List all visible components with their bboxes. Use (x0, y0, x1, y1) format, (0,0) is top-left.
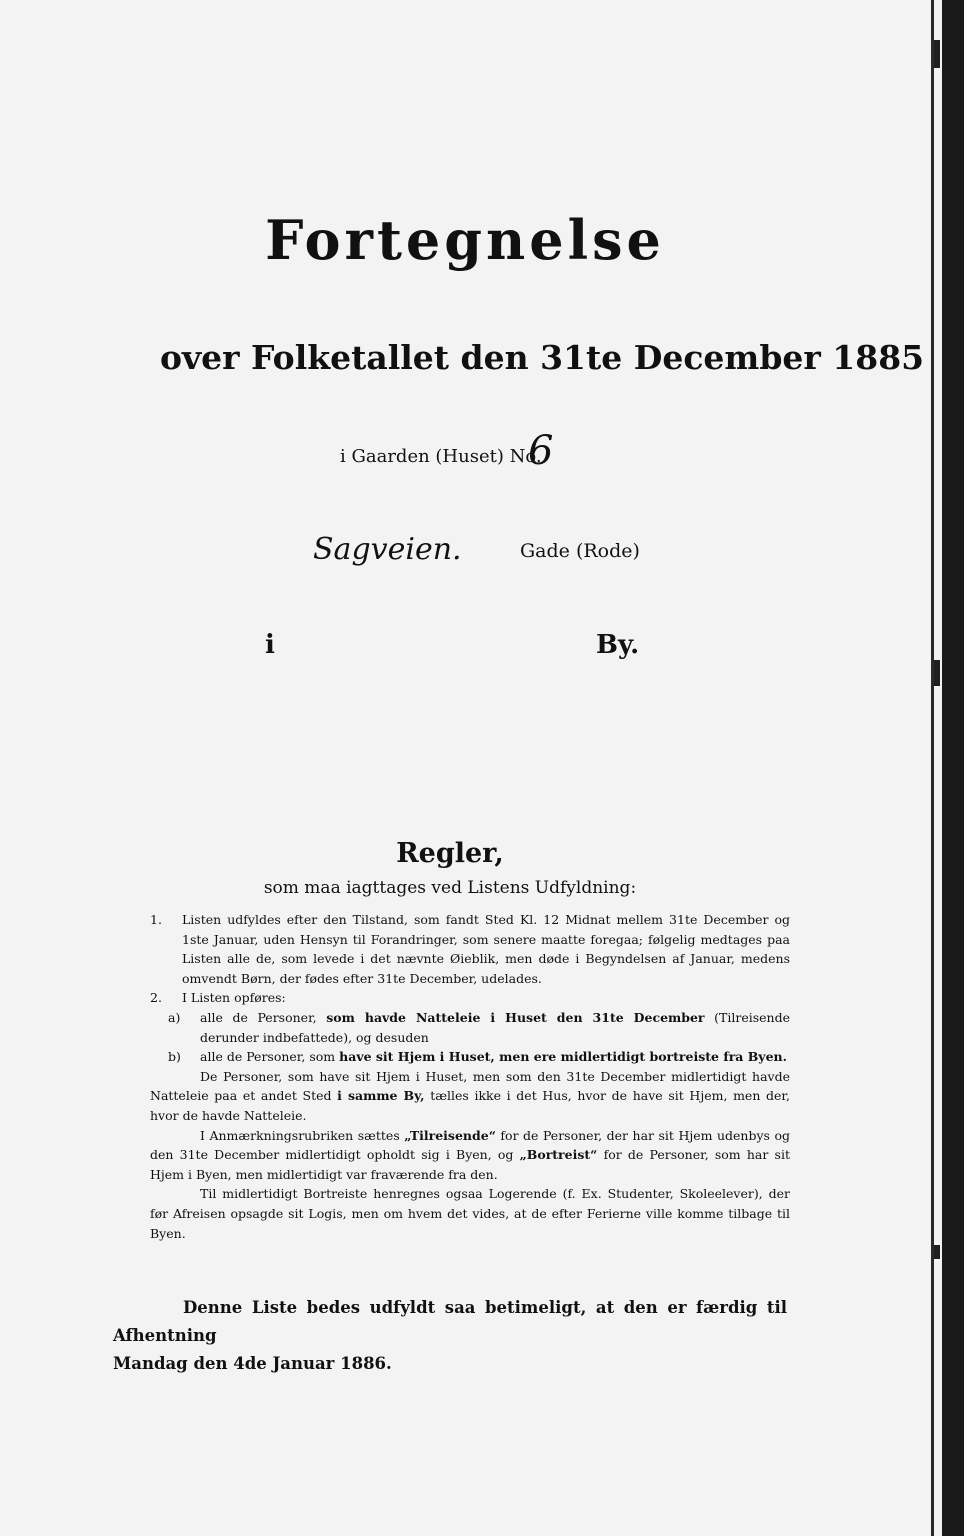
rule-paragraph-2 (150, 1126, 790, 1185)
rule-paragraph-1 (150, 1067, 790, 1126)
text-run-bold: „Bortreist“ (519, 1147, 598, 1163)
city-label: By. (596, 630, 640, 660)
city-prefix: i (265, 630, 275, 660)
rule-paragraph-3 (150, 1184, 790, 1243)
rules-title: Regler, (396, 838, 504, 869)
paragraph-text (150, 1067, 790, 1126)
text-run: I Anmærkningsrubriken sættes (200, 1127, 400, 1143)
form-subtitle: over Folketallet den 31te December 1885 (160, 338, 925, 377)
rule-1 (150, 910, 790, 988)
item-label: b) (168, 1049, 181, 1065)
text-run-bold: „Tilreisende“ (404, 1127, 496, 1143)
rule-item-text (200, 1008, 790, 1047)
edge-mark (934, 40, 940, 68)
street-label: Gade (Rode) (520, 540, 640, 562)
rule-text: Listen udfyldes efter den Tilstand, som fandt Sted Kl. 12 Midnat mellem 31te December og 1ste Januar, uden Hensyn til Forandringer, som senere maatte foregaa; følgelig medtages paa Listen alle de, som levede i det nævnte Øieblik, men døde i Begyndelsen af Januar, medens omvendt Børn, der fødes efter 31te December, udelades. (182, 912, 790, 986)
rules-body (150, 910, 790, 1243)
rule-number: 1. (150, 912, 162, 927)
house-number-handwritten: 6 (528, 428, 554, 474)
rule-2 (150, 988, 790, 1008)
text-run: alle de Personer, som (200, 1049, 336, 1065)
rule-2a (150, 1008, 790, 1047)
text-run: De Personer, som have sit Hjem i Huset, men som den 31te December midlertidigt havde Natteleie paa et andet Sted (150, 1068, 790, 1104)
text-run-bold: have sit Hjem i Huset, men ere midlertidigt bortreiste fra Byen. (339, 1049, 787, 1065)
edge-mark (934, 660, 940, 686)
edge-mark (934, 1245, 940, 1259)
page-edge-line (931, 0, 934, 1536)
text-run: for de Personer, som har sit Hjem i Byen, men midlertidigt var fraværende fra den. (150, 1147, 790, 1182)
text-run: for de Personer, der har sit Hjem udenbys og den 31te December midlertidigt opholdt sig i Byen, og (150, 1127, 790, 1163)
text-run-bold: som havde Natteleie i Huset den 31te December (326, 1009, 705, 1025)
text-run: (Tilreisende derunder indbefattede), og desuden (200, 1009, 790, 1045)
rules-subtitle: som maa iagttages ved Listens Udfyldning: (263, 878, 637, 898)
rule-2b (150, 1047, 790, 1067)
street-name-handwritten: Sagveien. (313, 532, 462, 567)
paragraph-text: Til midlertidigt Bortreiste henregnes ogsaa Logerende (f. Ex. Studenter, Skoleelever), der før Afreisen opsagde sit Logis, men om hvem det vides, at de efter Ferierne ville komme tilbage til Byen. (150, 1186, 790, 1241)
house-label: i Gaarden (Huset) No. (340, 446, 542, 467)
rule-text: I Listen opføres: (182, 990, 286, 1006)
page-edge-shadow (942, 0, 964, 1536)
rule-number: 2. (150, 990, 162, 1006)
item-label: a) (168, 1009, 181, 1025)
footer-line-2: Mandag den 4de Januar 1886. (113, 1354, 392, 1373)
paragraph-text (150, 1126, 790, 1185)
text-run: alle de Personer, (200, 1009, 317, 1025)
text-run-bold: i samme By, (337, 1088, 425, 1104)
footer-note (113, 1294, 787, 1378)
form-title: Fortegnelse (265, 208, 665, 272)
rule-item-text (200, 1047, 790, 1067)
text-run: tælles ikke i det Hus, hvor de have sit Hjem, men der, hvor de havde Natteleie. (150, 1088, 791, 1123)
footer-line-1: Denne Liste bedes udfyldt saa betimeligt, at den er færdig til Afhentning (113, 1298, 787, 1345)
